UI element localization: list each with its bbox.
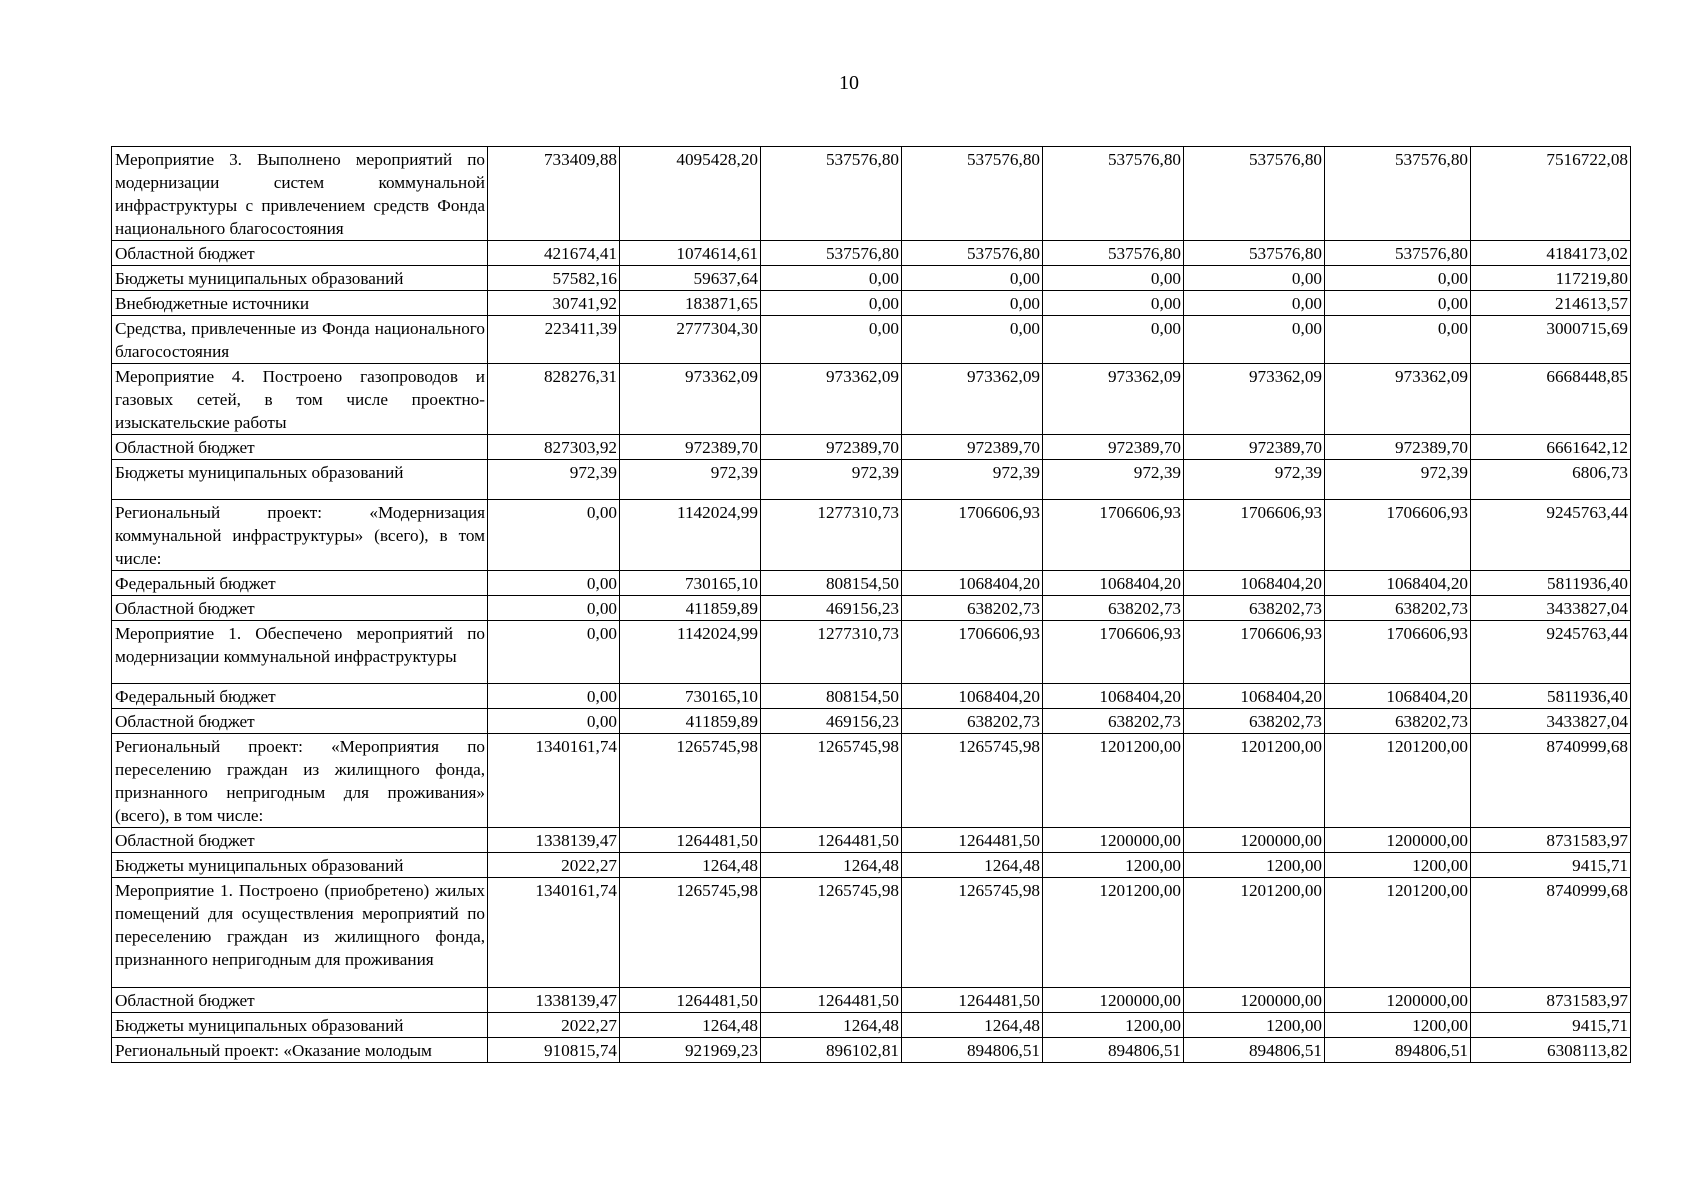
value-cell: 1068404,20 [1043, 684, 1184, 709]
value-cell: 1200,00 [1325, 853, 1471, 878]
value-cell: 537576,80 [1184, 147, 1325, 241]
value-cell: 638202,73 [902, 709, 1043, 734]
value-cell: 827303,92 [488, 435, 620, 460]
value-cell: 1340161,74 [488, 734, 620, 828]
table-row [112, 435, 1631, 460]
value-cell: 1142024,99 [620, 621, 761, 684]
value-cell: 1200000,00 [1325, 988, 1471, 1013]
row-label: Федеральный бюджет [112, 571, 488, 596]
value-cell: 1264481,50 [902, 828, 1043, 853]
value-cell: 3433827,04 [1471, 596, 1631, 621]
row-label: Федеральный бюджет [112, 684, 488, 709]
value-cell: 1264481,50 [761, 828, 902, 853]
row-label: Бюджеты муниципальных образований [112, 853, 488, 878]
value-cell: 1265745,98 [761, 734, 902, 828]
value-cell: 972389,70 [1043, 435, 1184, 460]
value-cell: 469156,23 [761, 596, 902, 621]
value-cell: 0,00 [902, 316, 1043, 364]
value-cell: 9415,71 [1471, 853, 1631, 878]
table-row [112, 364, 1631, 435]
value-cell: 1200,00 [1043, 853, 1184, 878]
row-label: Областной бюджет [112, 709, 488, 734]
table-row [112, 853, 1631, 878]
value-cell: 537576,80 [761, 241, 902, 266]
table-row [112, 1038, 1631, 1063]
row-label: Внебюджетные источники [112, 291, 488, 316]
value-cell: 1706606,93 [1043, 621, 1184, 684]
value-cell: 469156,23 [761, 709, 902, 734]
row-label: Областной бюджет [112, 596, 488, 621]
value-cell: 8740999,68 [1471, 878, 1631, 988]
value-cell: 1264,48 [620, 1013, 761, 1038]
value-cell: 638202,73 [1043, 596, 1184, 621]
value-cell: 894806,51 [902, 1038, 1043, 1063]
value-cell: 972389,70 [620, 435, 761, 460]
table-row [112, 734, 1631, 828]
table-row [112, 1013, 1631, 1038]
value-cell: 223411,39 [488, 316, 620, 364]
value-cell: 1265745,98 [620, 878, 761, 988]
value-cell: 1200,00 [1184, 1013, 1325, 1038]
value-cell: 638202,73 [902, 596, 1043, 621]
value-cell: 59637,64 [620, 266, 761, 291]
row-label: Областной бюджет [112, 241, 488, 266]
value-cell: 537576,80 [902, 241, 1043, 266]
value-cell: 1706606,93 [1043, 500, 1184, 571]
value-cell: 808154,50 [761, 571, 902, 596]
value-cell: 638202,73 [1325, 596, 1471, 621]
value-cell: 828276,31 [488, 364, 620, 435]
budget-table [111, 146, 1631, 1063]
table-row [112, 147, 1631, 241]
value-cell: 1265745,98 [902, 878, 1043, 988]
value-cell: 1068404,20 [1184, 571, 1325, 596]
value-cell: 1068404,20 [902, 684, 1043, 709]
value-cell: 1200000,00 [1043, 828, 1184, 853]
row-label: Региональный проект: «Модернизация коммунальной инфраструктуры» (всего), в том числе: [112, 500, 488, 571]
value-cell: 1068404,20 [1184, 684, 1325, 709]
value-cell: 0,00 [1325, 266, 1471, 291]
value-cell: 1200000,00 [1325, 828, 1471, 853]
value-cell: 972389,70 [1184, 435, 1325, 460]
value-cell: 1201200,00 [1325, 878, 1471, 988]
value-cell: 30741,92 [488, 291, 620, 316]
value-cell: 1706606,93 [1184, 500, 1325, 571]
value-cell: 411859,89 [620, 596, 761, 621]
value-cell: 1264,48 [902, 1013, 1043, 1038]
value-cell: 972,39 [620, 460, 761, 500]
value-cell: 537576,80 [1043, 241, 1184, 266]
value-cell: 972,39 [902, 460, 1043, 500]
row-label: Мероприятие 1. Обеспечено мероприятий по модернизации коммунальной инфраструктуры [112, 621, 488, 684]
value-cell: 2022,27 [488, 1013, 620, 1038]
value-cell: 9245763,44 [1471, 621, 1631, 684]
value-cell: 1200,00 [1325, 1013, 1471, 1038]
value-cell: 1201200,00 [1184, 734, 1325, 828]
row-label: Средства, привлеченные из Фонда национального благосостояния [112, 316, 488, 364]
value-cell: 0,00 [761, 291, 902, 316]
value-cell: 1200000,00 [1184, 988, 1325, 1013]
value-cell: 1068404,20 [1325, 571, 1471, 596]
value-cell: 4095428,20 [620, 147, 761, 241]
value-cell: 1706606,93 [1184, 621, 1325, 684]
value-cell: 1068404,20 [902, 571, 1043, 596]
value-cell: 973362,09 [1325, 364, 1471, 435]
table-row [112, 709, 1631, 734]
value-cell: 972,39 [1325, 460, 1471, 500]
value-cell: 1264481,50 [902, 988, 1043, 1013]
value-cell: 730165,10 [620, 684, 761, 709]
row-label: Областной бюджет [112, 828, 488, 853]
value-cell: 910815,74 [488, 1038, 620, 1063]
table-body [112, 147, 1631, 1063]
value-cell: 0,00 [1184, 266, 1325, 291]
value-cell: 1706606,93 [902, 500, 1043, 571]
value-cell: 733409,88 [488, 147, 620, 241]
value-cell: 894806,51 [1043, 1038, 1184, 1063]
value-cell: 5811936,40 [1471, 684, 1631, 709]
value-cell: 6806,73 [1471, 460, 1631, 500]
value-cell: 0,00 [902, 291, 1043, 316]
value-cell: 0,00 [1043, 316, 1184, 364]
value-cell: 972,39 [761, 460, 902, 500]
value-cell: 973362,09 [620, 364, 761, 435]
value-cell: 537576,80 [1184, 241, 1325, 266]
value-cell: 973362,09 [761, 364, 902, 435]
value-cell: 537576,80 [1325, 147, 1471, 241]
value-cell: 1201200,00 [1043, 734, 1184, 828]
table-row [112, 988, 1631, 1013]
value-cell: 1201200,00 [1184, 878, 1325, 988]
table-row [112, 828, 1631, 853]
value-cell: 1201200,00 [1325, 734, 1471, 828]
value-cell: 973362,09 [1043, 364, 1184, 435]
value-cell: 921969,23 [620, 1038, 761, 1063]
table-row [112, 571, 1631, 596]
value-cell: 537576,80 [902, 147, 1043, 241]
value-cell: 537576,80 [1043, 147, 1184, 241]
value-cell: 1264,48 [902, 853, 1043, 878]
value-cell: 411859,89 [620, 709, 761, 734]
value-cell: 537576,80 [1325, 241, 1471, 266]
value-cell: 1264,48 [620, 853, 761, 878]
value-cell: 0,00 [761, 316, 902, 364]
value-cell: 894806,51 [1325, 1038, 1471, 1063]
value-cell: 1264481,50 [620, 828, 761, 853]
value-cell: 183871,65 [620, 291, 761, 316]
table-row [112, 878, 1631, 988]
value-cell: 0,00 [488, 621, 620, 684]
row-label: Областной бюджет [112, 988, 488, 1013]
value-cell: 638202,73 [1325, 709, 1471, 734]
value-cell: 1264481,50 [761, 988, 902, 1013]
row-label: Мероприятие 1. Построено (приобретено) жилых помещений для осуществления мероприятий по переселению граждан из жилищного фонда, признанного непригодным для проживания [112, 878, 488, 988]
value-cell: 973362,09 [902, 364, 1043, 435]
value-cell: 4184173,02 [1471, 241, 1631, 266]
value-cell: 638202,73 [1043, 709, 1184, 734]
value-cell: 3000715,69 [1471, 316, 1631, 364]
table-row [112, 460, 1631, 500]
value-cell: 1200000,00 [1043, 988, 1184, 1013]
row-label: Бюджеты муниципальных образований [112, 1013, 488, 1038]
value-cell: 0,00 [488, 709, 620, 734]
value-cell: 117219,80 [1471, 266, 1631, 291]
value-cell: 0,00 [902, 266, 1043, 291]
table-row [112, 596, 1631, 621]
value-cell: 1338139,47 [488, 988, 620, 1013]
value-cell: 5811936,40 [1471, 571, 1631, 596]
value-cell: 0,00 [1184, 316, 1325, 364]
value-cell: 8731583,97 [1471, 988, 1631, 1013]
value-cell: 421674,41 [488, 241, 620, 266]
value-cell: 973362,09 [1184, 364, 1325, 435]
value-cell: 0,00 [1325, 291, 1471, 316]
row-label: Региональный проект: «Оказание молодым [112, 1038, 488, 1063]
value-cell: 8731583,97 [1471, 828, 1631, 853]
table-row [112, 500, 1631, 571]
value-cell: 1706606,93 [1325, 500, 1471, 571]
value-cell: 972,39 [1184, 460, 1325, 500]
value-cell: 1265745,98 [902, 734, 1043, 828]
value-cell: 1142024,99 [620, 500, 761, 571]
value-cell: 1264,48 [761, 853, 902, 878]
value-cell: 0,00 [488, 500, 620, 571]
table-row [112, 621, 1631, 684]
table-row [112, 266, 1631, 291]
value-cell: 972389,70 [761, 435, 902, 460]
value-cell: 1074614,61 [620, 241, 761, 266]
value-cell: 214613,57 [1471, 291, 1631, 316]
row-label: Бюджеты муниципальных образований [112, 460, 488, 500]
value-cell: 1340161,74 [488, 878, 620, 988]
value-cell: 0,00 [488, 596, 620, 621]
value-cell: 7516722,08 [1471, 147, 1631, 241]
value-cell: 1265745,98 [761, 878, 902, 988]
value-cell: 6668448,85 [1471, 364, 1631, 435]
value-cell: 1201200,00 [1043, 878, 1184, 988]
value-cell: 1706606,93 [902, 621, 1043, 684]
value-cell: 808154,50 [761, 684, 902, 709]
value-cell: 0,00 [1043, 266, 1184, 291]
value-cell: 2777304,30 [620, 316, 761, 364]
value-cell: 0,00 [488, 571, 620, 596]
table-row [112, 291, 1631, 316]
value-cell: 0,00 [1043, 291, 1184, 316]
row-label: Региональный проект: «Мероприятия по переселению граждан из жилищного фонда, признанного непригодным для проживания» (всего), в том числе: [112, 734, 488, 828]
value-cell: 972389,70 [1325, 435, 1471, 460]
value-cell: 1068404,20 [1043, 571, 1184, 596]
table-row [112, 316, 1631, 364]
value-cell: 9415,71 [1471, 1013, 1631, 1038]
value-cell: 6308113,82 [1471, 1038, 1631, 1063]
value-cell: 1265745,98 [620, 734, 761, 828]
row-label: Мероприятие 4. Построено газопроводов и газовых сетей, в том числе проектно-изыскательские работы [112, 364, 488, 435]
value-cell: 972389,70 [902, 435, 1043, 460]
value-cell: 1277310,73 [761, 621, 902, 684]
value-cell: 972,39 [488, 460, 620, 500]
value-cell: 3433827,04 [1471, 709, 1631, 734]
value-cell: 1277310,73 [761, 500, 902, 571]
value-cell: 6661642,12 [1471, 435, 1631, 460]
value-cell: 972,39 [1043, 460, 1184, 500]
value-cell: 894806,51 [1184, 1038, 1325, 1063]
value-cell: 1200,00 [1184, 853, 1325, 878]
row-label: Мероприятие 3. Выполнено мероприятий по модернизации систем коммунальной инфраструктуры с привлечением средств Фонда национального благосостояния [112, 147, 488, 241]
value-cell: 1068404,20 [1325, 684, 1471, 709]
page-number: 10 [839, 72, 859, 94]
value-cell: 0,00 [761, 266, 902, 291]
value-cell: 0,00 [1325, 316, 1471, 364]
value-cell: 57582,16 [488, 266, 620, 291]
value-cell: 0,00 [1184, 291, 1325, 316]
table-row [112, 241, 1631, 266]
row-label: Областной бюджет [112, 435, 488, 460]
value-cell: 1200,00 [1043, 1013, 1184, 1038]
value-cell: 1706606,93 [1325, 621, 1471, 684]
value-cell: 730165,10 [620, 571, 761, 596]
value-cell: 537576,80 [761, 147, 902, 241]
value-cell: 896102,81 [761, 1038, 902, 1063]
value-cell: 1200000,00 [1184, 828, 1325, 853]
value-cell: 1264,48 [761, 1013, 902, 1038]
table-row [112, 684, 1631, 709]
value-cell: 638202,73 [1184, 596, 1325, 621]
value-cell: 8740999,68 [1471, 734, 1631, 828]
row-label: Бюджеты муниципальных образований [112, 266, 488, 291]
value-cell: 1264481,50 [620, 988, 761, 1013]
value-cell: 0,00 [488, 684, 620, 709]
value-cell: 638202,73 [1184, 709, 1325, 734]
value-cell: 9245763,44 [1471, 500, 1631, 571]
value-cell: 1338139,47 [488, 828, 620, 853]
value-cell: 2022,27 [488, 853, 620, 878]
